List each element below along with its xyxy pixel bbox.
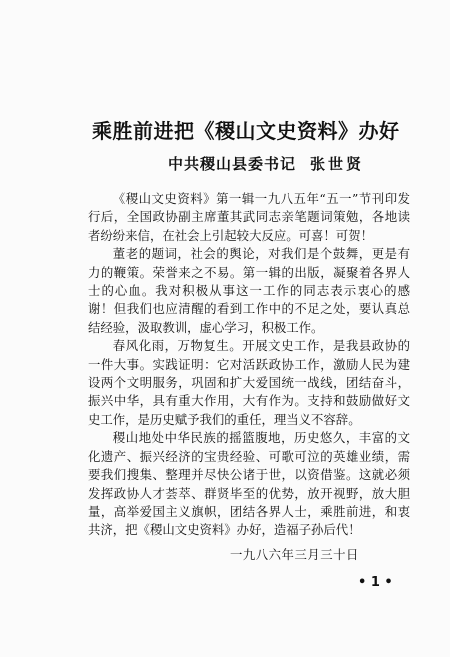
author-organization: 中共稷山县委书记 <box>168 155 297 173</box>
page-number: • 1 • <box>358 575 393 590</box>
paragraph: 稷山地处中华民族的摇篮腹地，历史悠久，丰富的文化遗产、振兴经济的宝贵经验、可歌可泣的英雄业绩，需要我们搜集、整理并尽快公诸于世，以资借鉴。这就必须发挥政协人才荟萃、群贤毕至的优势，放开视野，放大胆量，高举爱国主义旗帜，团结各界人士，乘胜前进，和衷共济，把《稷山文史资料》办好，造福子孙后代！ <box>88 430 410 538</box>
article-body <box>88 190 410 540</box>
article-date: 一九八六年三月三十日 <box>230 547 359 562</box>
paragraph: 董老的题词，社会的舆论，对我们是个鼓舞，更是有力的鞭策。荣誉来之不易。第一辑的出版，凝聚着各界人士的心血。我对积极从事这一工作的同志表示衷心的感谢！但我们也应清醒的看到工作中的不足之处，要认真总结经验，汲取教训，虚心学习，积极工作。 <box>88 246 410 335</box>
paragraph: 春风化雨，万物复生。开展文史工作，是我县政协的一件大事。实践证明：它对活跃政协工作，激励人民为建设两个文明服务，巩固和扩大爱国统一战线，团结奋斗，振兴中华，具有重大作用，大有作为。支持和鼓励做好文史工作，是历史赋予我们的重任，理当义不容辞。 <box>88 338 410 427</box>
paragraph: 《稷山文史资料》第一辑一九八五年“五一”节刊印发行后，全国政协副主席董其武同志亲笔题词策勉，各地读者纷纷来信，在社会上引起较大反应。可喜！可贺！ <box>88 191 410 243</box>
byline <box>168 153 408 174</box>
author-name: 张世贤 <box>310 155 365 173</box>
article-title: 乘胜前进把《稷山文史资料》办好 <box>92 119 400 143</box>
